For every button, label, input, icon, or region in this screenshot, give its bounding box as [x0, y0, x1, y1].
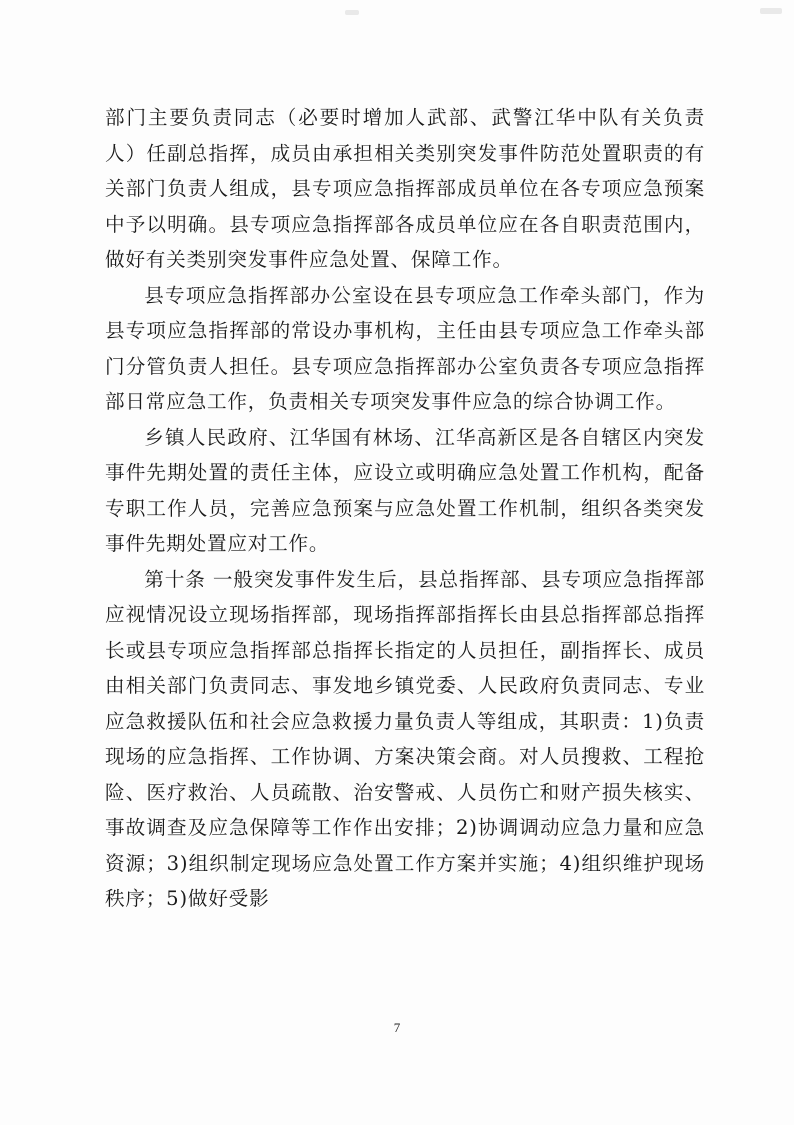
- paragraph-article-10: 第十条 一般突发事件发生后，县总指挥部、县专项应急指挥部应视情况设立现场指挥部，现场指挥部指挥长由县总指挥部总指挥长或县专项应急指挥部总指挥长指定的人员担任，副指挥长、成员由相关部门负责同志、事发地乡镇党委、人民政府负责同志、专业应急救援队伍和社会应急救援力量负责人等组成，其职责：1)负责现场的应急指挥、工作协调、方案决策会商。对人员搜救、工程抢险、医疗救治、人员疏散、治安警戒、人员伤亡和财产损失核实、事故调查及应急保障等工作作出安排；2)协调调动应急力量和应急资源；3)组织制定现场应急处置工作方案并实施；4)组织维护现场秩序；5)做好受影: [105, 567, 705, 910]
- paragraph-continuation: 部门主要负责同志（必要时增加人武部、武警江华中队有关负责人）任副总指挥，成员由承担相关类别突发事件防范处置职责的有关部门负责人组成，县专项应急指挥部成员单位在各专项应急预案中予以明确。县专项应急指挥部各成员单位应在各自职责范围内，做好有关类别突发事件应急处置、保障工作。: [105, 106, 705, 271]
- paragraph-office: 县专项应急指挥部办公室设在县专项应急工作牵头部门，作为县专项应急指挥部的常设办事机构，主任由县专项应急工作牵头部门分管负责人担任。县专项应急指挥部办公室负责各专项应急指挥部日常应急工作，负责相关专项突发事件应急的综合协调工作。: [105, 283, 705, 413]
- scan-artifact: [760, 8, 782, 14]
- document-body: [105, 100, 705, 917]
- paragraph-township: 乡镇人民政府、江华国有林场、江华高新区是各自辖区内突发事件先期处置的责任主体，应设立或明确应急处置工作机构，配备专职工作人员，完善应急预案与应急处置工作机制，组织各类突发事件先期处置应对工作。: [105, 425, 705, 555]
- scan-artifact: [345, 10, 359, 15]
- page-number: 7: [393, 1020, 401, 1035]
